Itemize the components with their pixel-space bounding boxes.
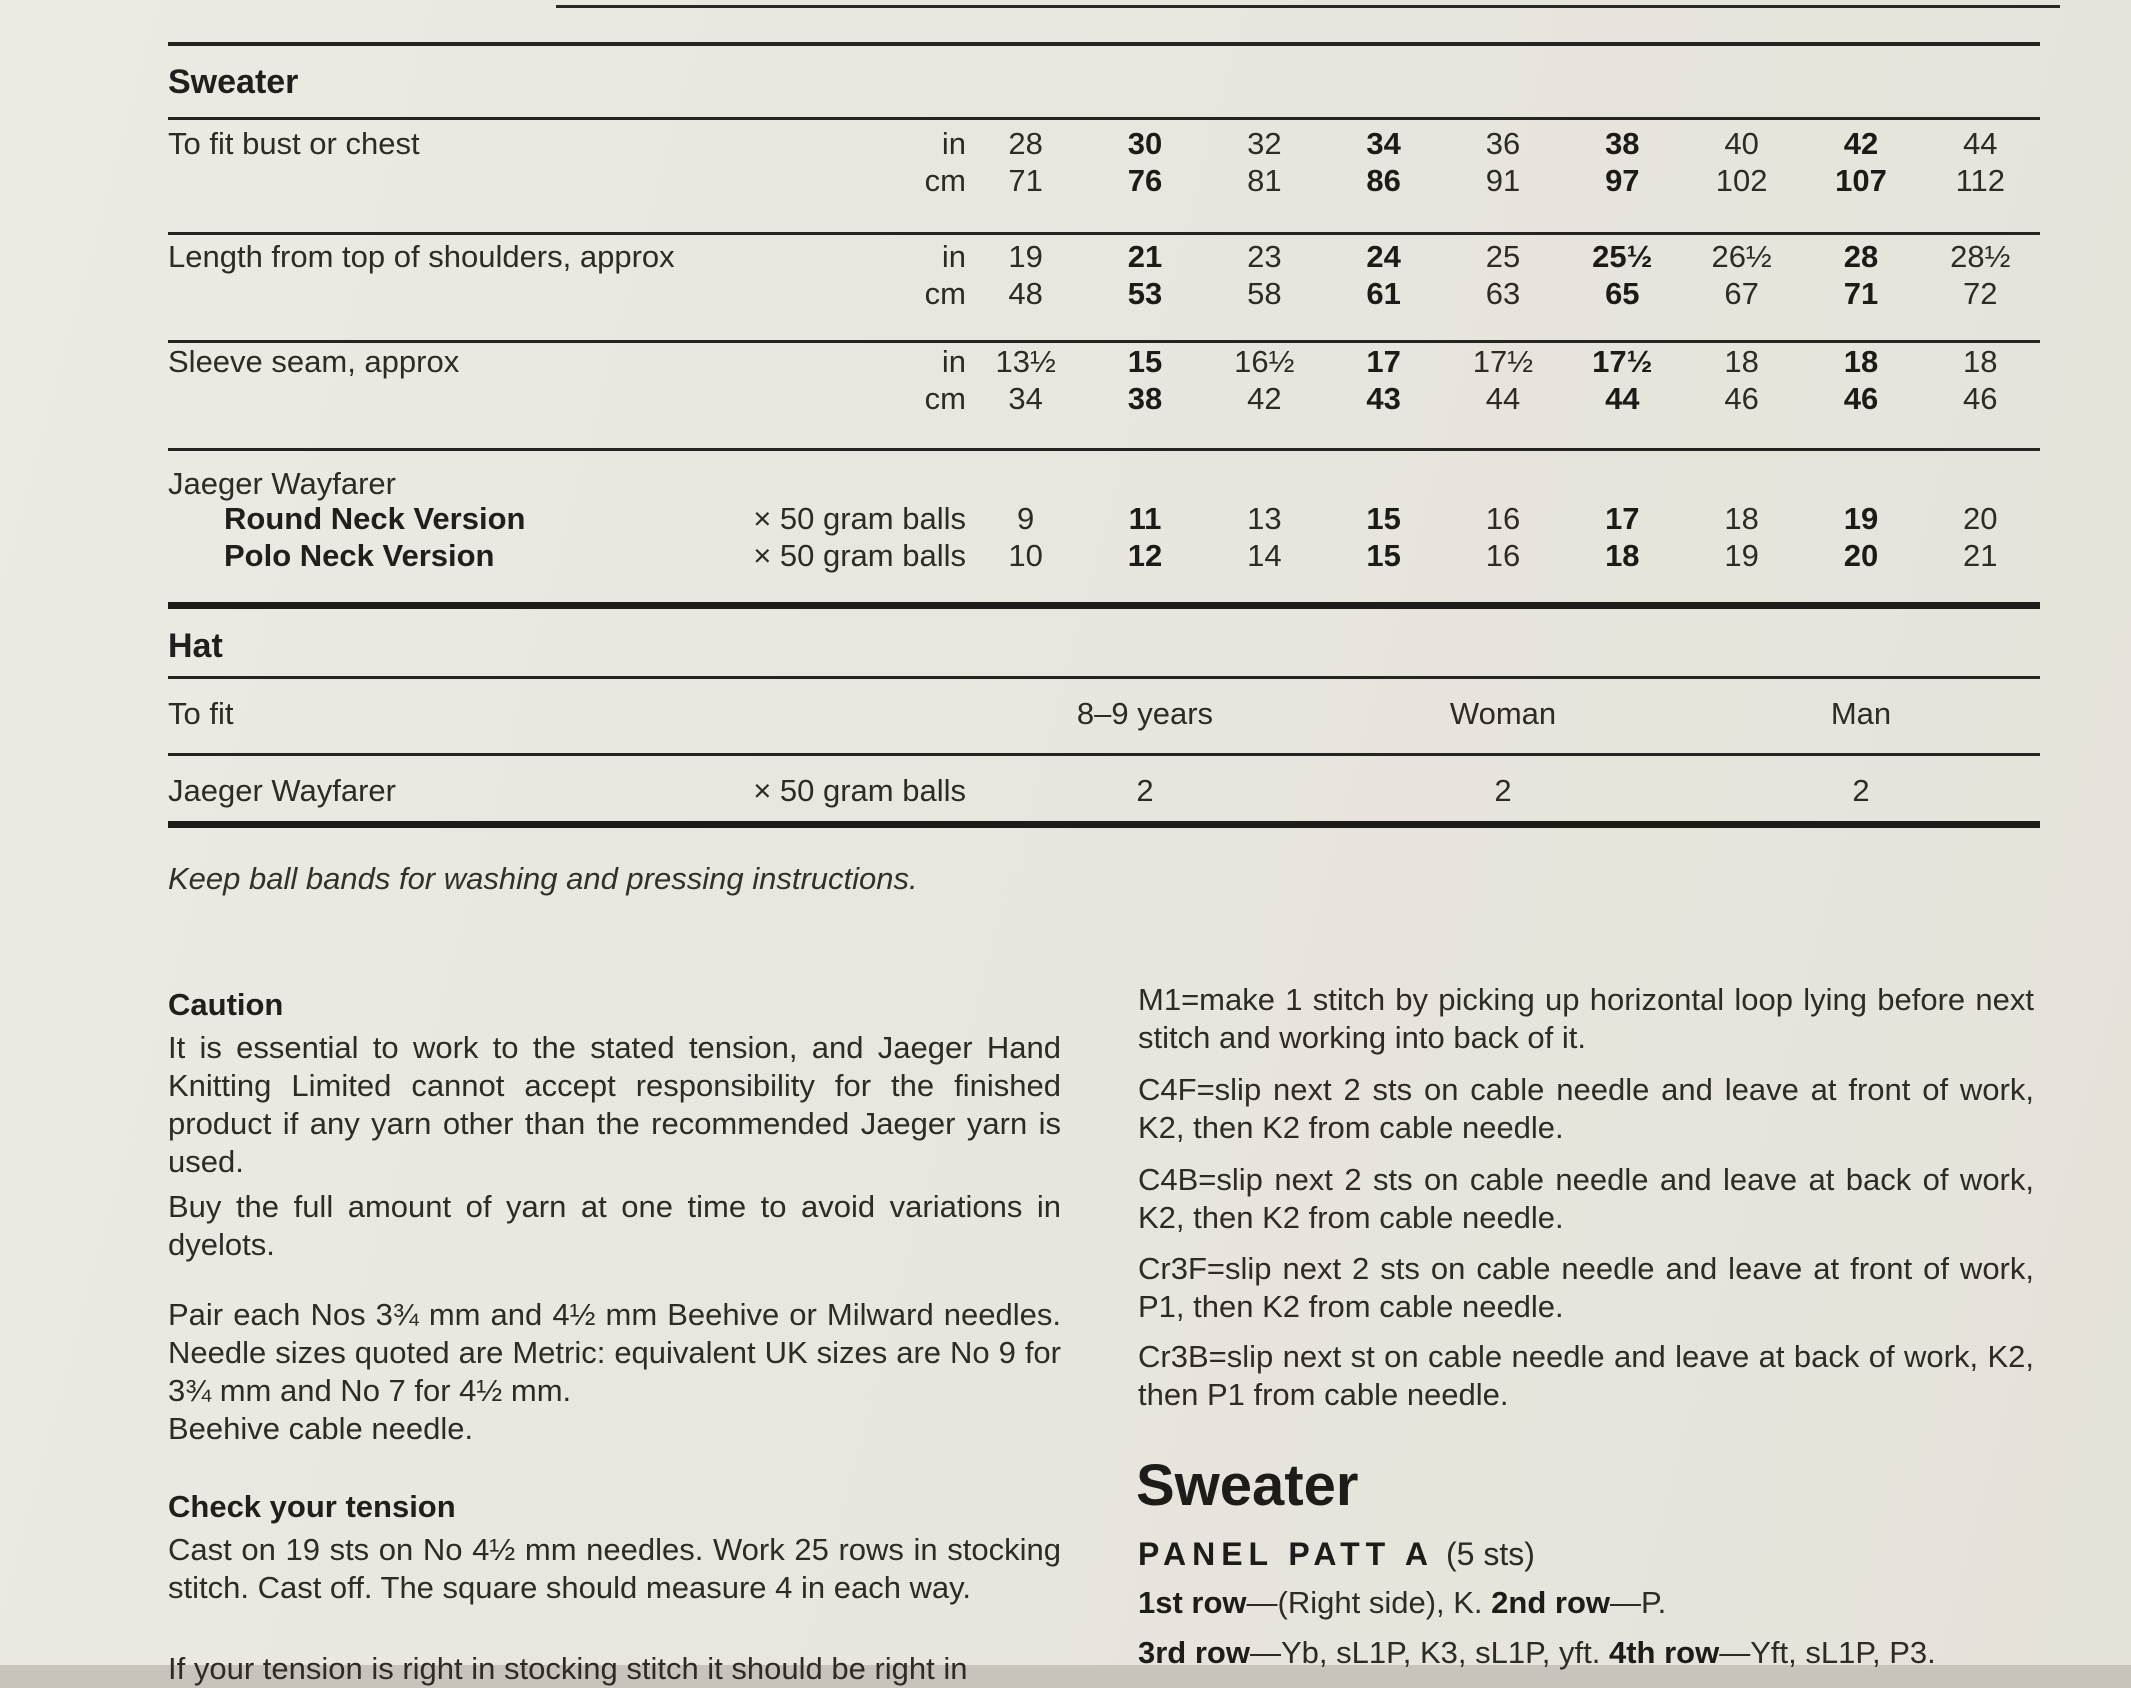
size-value: 15 (1366, 501, 1401, 536)
size-value: 81 (1247, 163, 1282, 198)
table-rule (168, 117, 2040, 120)
patt-row-1-2 (1138, 1584, 1666, 1622)
size-value: 53 (1127, 276, 1163, 311)
size-value: 40 (1724, 126, 1759, 161)
size-value: 38 (1605, 126, 1640, 161)
caution-heading: Caution (168, 987, 284, 1022)
size-values (966, 276, 2040, 312)
tension-heading: Check your tension (168, 1489, 456, 1524)
ball-quantities (966, 773, 2040, 809)
size-value: 8–9 years (1076, 696, 1214, 731)
sweater-section-heading: Sweater (1136, 1453, 1359, 1518)
note-ball-bands: Keep ball bands for washing and pressing instructions. (168, 861, 918, 896)
hat-sizes (966, 696, 2040, 732)
size-value: 18 (1724, 501, 1759, 536)
size-value: 21 (1127, 239, 1163, 274)
size-value: Woman (1449, 696, 1557, 731)
patt-row-3-4 (1138, 1634, 1936, 1672)
hat-table-title: Hat (168, 627, 223, 665)
unit-label: in (941, 344, 966, 379)
row-text: —Yb, sL1P, K3, sL1P, yft. (1249, 1635, 1609, 1670)
hat-fit-row (168, 696, 2040, 732)
size-row-length-cm (168, 276, 2040, 312)
size-value: 12 (1127, 538, 1163, 573)
table-rule (168, 602, 2040, 609)
page-top-edge-line (556, 5, 2060, 8)
unit-label: in (941, 126, 966, 161)
size-value: 17 (1366, 344, 1401, 379)
table-rule (168, 448, 2040, 451)
size-value: 25½ (1592, 239, 1653, 274)
tension-paragraph: Cast on 19 sts on No 4½ mm needles. Work 25 rows in stocking stitch. Cast off. The square should measure 4 in each way. (168, 1532, 1061, 1605)
size-value: 2 (1136, 773, 1154, 808)
unit-label: × 50 gram balls (753, 538, 966, 573)
size-value: 23 (1247, 239, 1282, 274)
size-value: 38 (1127, 381, 1163, 416)
abbrev-c4f: C4F=slip next 2 sts on cable needle and leave at front of work, K2, then K2 from cable needle. (1138, 1072, 2034, 1145)
size-value: 18 (1605, 538, 1640, 573)
size-value: 13½ (995, 344, 1056, 379)
abbrev-c4b: C4B=slip next 2 sts on cable needle and leave at back of work, K2, then K2 from cable needle. (1138, 1162, 2034, 1235)
size-value: 71 (1843, 276, 1879, 311)
size-value: 2 (1494, 773, 1512, 808)
yarn-brand-label: Jaeger Wayfarer (168, 466, 396, 501)
size-value: 44 (1605, 381, 1640, 416)
size-value: 20 (1963, 501, 1998, 536)
size-value: 13 (1247, 501, 1282, 536)
size-value: 30 (1127, 126, 1163, 161)
unit-label: in (941, 239, 966, 274)
row-label: Sleeve seam, approx (168, 344, 460, 379)
size-value: 42 (1247, 381, 1282, 416)
table-rule (168, 232, 2040, 235)
size-value: 21 (1963, 538, 1998, 573)
size-value: 19 (1724, 538, 1759, 573)
yarn-row-round-neck (168, 501, 2040, 537)
size-value: 65 (1605, 276, 1640, 311)
size-value: 58 (1247, 276, 1282, 311)
size-value: 28 (1843, 239, 1879, 274)
size-row-bust-cm (168, 163, 2040, 199)
size-value: 32 (1247, 126, 1282, 161)
yarn-row-polo-neck (168, 538, 2040, 574)
size-value: 46 (1724, 381, 1759, 416)
abbrev-cr3b: Cr3B=slip next st on cable needle and leave at back of work, K2, then P1 from cable needle. (1138, 1339, 2034, 1412)
table-rule (168, 676, 2040, 679)
unit-label: cm (924, 163, 966, 198)
size-value: 20 (1843, 538, 1879, 573)
panel-patt-a-sts: (5 sts) (1446, 1536, 1535, 1572)
size-value: 17½ (1472, 344, 1534, 379)
size-value: 19 (1008, 239, 1043, 274)
size-value: 36 (1485, 126, 1521, 161)
size-values (966, 381, 2040, 417)
unit-label: × 50 gram balls (753, 501, 966, 536)
version-label: Polo Neck Version (224, 538, 495, 573)
caution-paragraph: It is essential to work to the stated tension, and Jaeger Hand Knitting Limited cannot accept responsibility for the finished product if any yarn other than the recommended Jaeger yarn is used. (168, 1030, 1061, 1179)
size-value: 16½ (1234, 344, 1295, 379)
size-values (966, 344, 2040, 380)
unit-label: cm (924, 276, 966, 311)
version-label: Round Neck Version (224, 501, 526, 536)
size-row-sleeve-cm (168, 381, 2040, 417)
row-label: To fit bust or chest (168, 126, 420, 161)
size-value: 76 (1127, 163, 1163, 198)
size-value: 2 (1852, 773, 1870, 808)
size-value: 86 (1366, 163, 1401, 198)
size-value: 63 (1485, 276, 1521, 311)
size-value: 18 (1963, 344, 1998, 379)
row-label: Length from top of shoulders, approx (168, 239, 675, 274)
table-rule (168, 821, 2040, 828)
size-value: 102 (1715, 163, 1768, 198)
size-value: 26½ (1711, 239, 1772, 274)
table-rule (168, 753, 2040, 756)
size-value: 67 (1724, 276, 1759, 311)
size-value: 10 (1008, 538, 1043, 573)
size-value: 46 (1843, 381, 1879, 416)
yarn-brand-label: Jaeger Wayfarer (168, 773, 396, 808)
row-term: 3rd row (1138, 1635, 1250, 1670)
size-value: 112 (1955, 163, 2005, 198)
table-rule (168, 340, 2040, 343)
size-value: 71 (1008, 163, 1043, 198)
row-term: 2nd row (1491, 1585, 1610, 1620)
row-text: —Yft, sL1P, P3. (1719, 1635, 1936, 1670)
yarn-brand-row (168, 466, 2040, 502)
size-values (966, 163, 2040, 199)
unit-label: cm (924, 381, 966, 416)
cable-needle-line: Beehive cable needle. (168, 1411, 474, 1446)
row-text: —P. (1610, 1585, 1667, 1620)
fit-label: To fit (168, 696, 234, 731)
size-values (966, 126, 2040, 162)
panel-patt-a-line (1138, 1535, 1535, 1573)
size-value: 44 (1963, 126, 1998, 161)
size-value: 43 (1366, 381, 1401, 416)
size-row-bust-in (168, 126, 2040, 162)
size-value: 44 (1485, 381, 1521, 416)
abbrev-cr3f: Cr3F=slip next 2 sts on cable needle and leave at front of work, P1, then K2 from cable needle. (1138, 1251, 2034, 1324)
size-value: 15 (1366, 538, 1401, 573)
size-value: 18 (1724, 344, 1759, 379)
size-value: 48 (1008, 276, 1043, 311)
size-value: 97 (1605, 163, 1640, 198)
size-value: 15 (1127, 344, 1163, 379)
size-value: 24 (1366, 239, 1401, 274)
size-value: 17½ (1592, 344, 1653, 379)
size-value: 18 (1843, 344, 1879, 379)
size-row-sleeve-in (168, 344, 2040, 380)
size-value: Man (1830, 696, 1892, 731)
row-text: —(Right side), K. (1246, 1585, 1492, 1620)
size-value: 107 (1835, 163, 1887, 198)
tension-paragraph-cutoff: If your tension is right in stocking stitch it should be right in (168, 1651, 968, 1686)
size-value: 34 (1366, 126, 1401, 161)
size-value: 16 (1485, 501, 1521, 536)
sweater-table-title: Sweater (168, 63, 299, 101)
panel-patt-a-title: PANEL PATT A (1138, 1536, 1434, 1572)
ball-quantities (966, 538, 2040, 574)
ball-quantities (966, 501, 2040, 537)
row-term: 1st row (1138, 1585, 1247, 1620)
size-value: 28½ (1950, 239, 2011, 274)
table-rule (168, 42, 2040, 46)
hat-yarn-row (168, 773, 2040, 809)
size-value: 25 (1485, 239, 1521, 274)
size-row-length-in (168, 239, 2040, 275)
size-value: 91 (1485, 163, 1521, 198)
size-value: 61 (1366, 276, 1401, 311)
size-value: 19 (1843, 501, 1879, 536)
size-value: 72 (1963, 276, 1998, 311)
size-value: 17 (1605, 501, 1640, 536)
size-value: 34 (1008, 381, 1043, 416)
needles-paragraph: Pair each Nos 3¾ mm and 4½ mm Beehive or Milward needles. Needle sizes quoted are Metric: equivalent UK sizes are No 9 for 3¾ mm and No 7 for 4½ mm. (168, 1297, 1061, 1408)
row-term: 4th row (1608, 1635, 1720, 1670)
size-value: 42 (1843, 126, 1879, 161)
size-value: 14 (1247, 538, 1282, 573)
unit-label: × 50 gram balls (753, 773, 966, 808)
abbrev-m1: M1=make 1 stitch by picking up horizontal loop lying before next stitch and working into back of it. (1138, 982, 2034, 1055)
size-value: 11 (1128, 501, 1162, 536)
buy-yarn-paragraph: Buy the full amount of yarn at one time to avoid variations in dyelots. (168, 1189, 1061, 1262)
size-value: 9 (1017, 501, 1035, 536)
size-values (966, 239, 2040, 275)
size-value: 46 (1963, 381, 1998, 416)
size-value: 28 (1008, 126, 1043, 161)
size-value: 16 (1485, 538, 1521, 573)
